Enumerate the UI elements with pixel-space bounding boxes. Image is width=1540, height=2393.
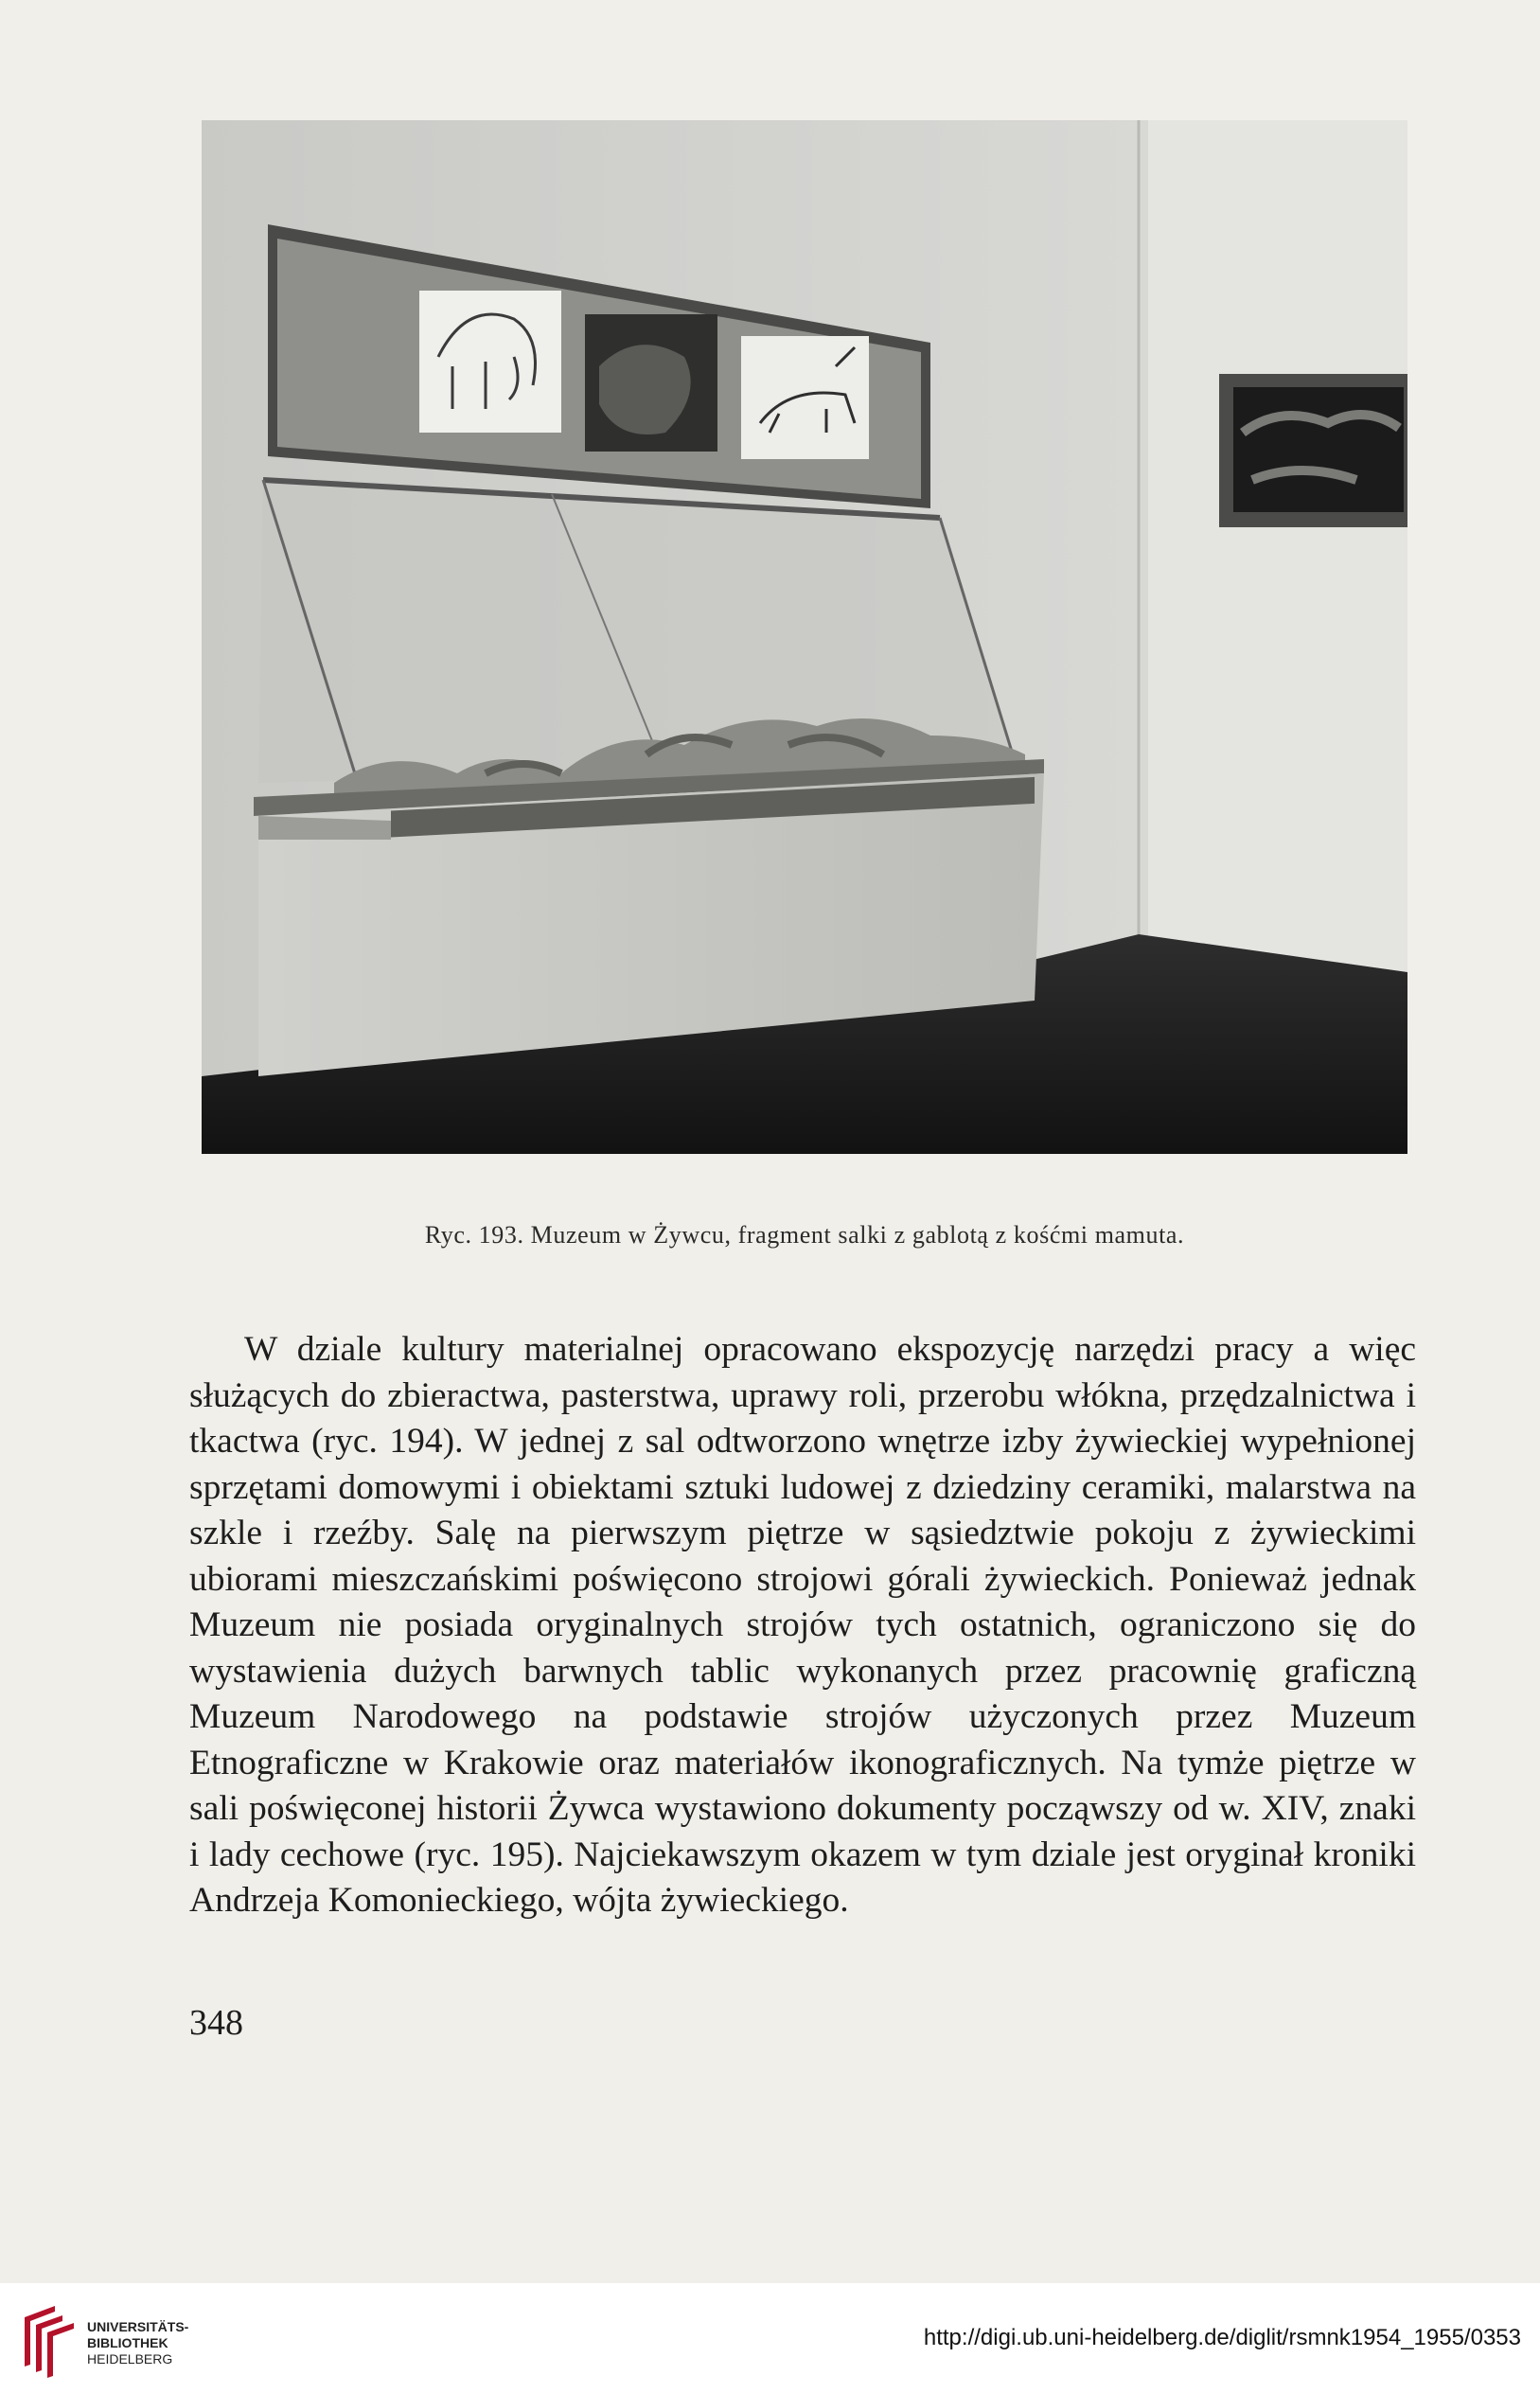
library-name [87, 2319, 188, 2367]
museum-photograph [202, 120, 1407, 1154]
figure-caption: Ryc. 193. Muzeum w Żywcu, fragment salki z gablotą z kośćmi mamuta. [424, 1221, 1185, 1249]
library-name-line3: HEIDELBERG [87, 2351, 173, 2366]
footer-bar [0, 2283, 1540, 2393]
body-paragraph: W dziale kultury materialnej opracowano ekspozycję narzędzi pracy a więc służących do zbieractwa, pasterstwa, uprawy roli, przerobu włókna, przędzalnictwa i tkactwa (ryc. 194). W jednej z sal odtworzono wnętrze izby żywieckiej wypełnionej sprzętami domowymi i obiektami sztuki ludowej z dziedziny ceramiki, malarstwa na szkle i rzeźby. Salę na pierwszym piętrze w sąsiedztwie pokoju z żywieckimi ubiorami mieszczańskimi poświęcono strojowi górali żywieckich. Ponieważ jednak Muzeum nie posiada oryginalnych strojów tych ostatnich, ograniczono się do wystawienia dużych barwnych tablic wykonanych przez pracownię graficzną Muzeum Narodowego na podstawie strojów użyczonych przez Muzeum Etnograficzne w Krakowie oraz materiałów ikonograficznych. Na tymże piętrze w sali poświęconej historii Żywca wystawiono dokumenty począwszy od w. XIV, znaki i lady cechowe (ryc. 195). Najciekawszym okazem w tym dziale jest oryginał kroniki Andrzeja Komonieckiego, wójta żywieckiego. [189, 1330, 1416, 1920]
library-name-line2: BIBLIOTHEK [87, 2335, 168, 2350]
source-url-link[interactable]: http://digi.ub.uni-heidelberg.de/diglit/rsmnk1954_1955/0353 [923, 2325, 1521, 2350]
body-text [189, 1327, 1416, 1924]
page-number: 348 [189, 2003, 243, 2043]
library-logo-icon [17, 2298, 83, 2384]
library-name-line1: UNIVERSITÄTS- [87, 2319, 189, 2334]
